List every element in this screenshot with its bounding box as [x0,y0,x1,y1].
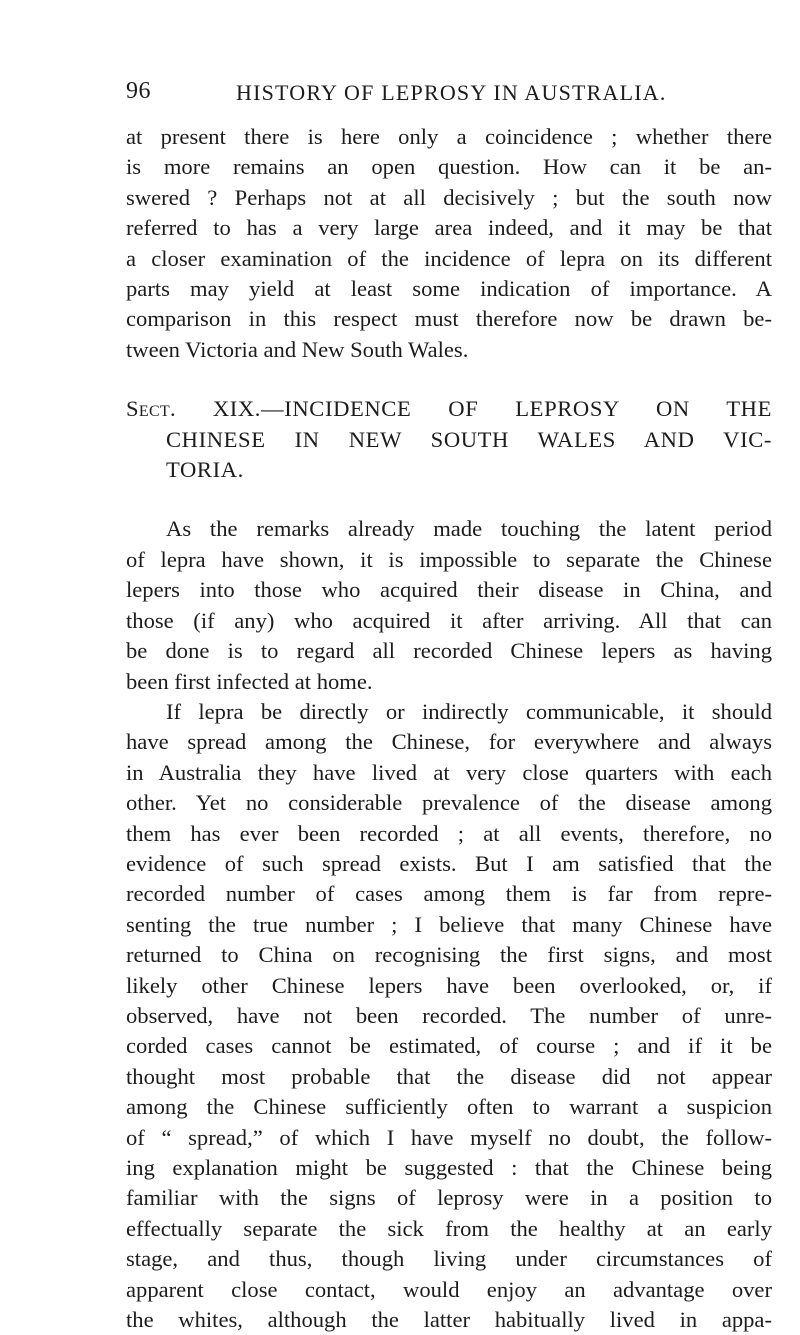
text-line: effectually separate the sick from the healthy at an early [126,1215,772,1241]
text-line: of lepra have shown, it is impossible to separate the Chinese [126,546,772,572]
page-header [0,78,800,112]
text-line: tween Victoria and New South Wales. [126,336,469,362]
text-line: parts may yield at least some indication of importance. A [126,276,772,302]
text-line: returned to China on recognising the first signs, and most [126,942,772,968]
text-line: a closer examination of the incidence of lepra on its different [126,245,772,271]
text-line: familiar with the signs of leprosy were in a position to [126,1185,772,1211]
text-line: swered ? Perhaps not at all decisively ; but the south now [126,184,772,210]
text-line: comparison in this respect must therefore now be drawn be- [126,306,772,332]
text-line: is more remains an open question. How can it be an- [126,154,772,180]
page-number: 96 [126,78,151,104]
text-line: in Australia they have lived at very close quarters with each [126,759,772,785]
text-line: senting the true number ; I believe that many Chinese have [126,911,772,937]
paragraph-1 [126,122,772,365]
paragraph-2 [126,514,772,696]
section-heading [126,394,772,485]
running-head: HISTORY OF LEPROSY IN AUSTRALIA. [236,80,667,105]
text-line: stage, and thus, though living under circumstances of [126,1246,772,1272]
text-line: likely other Chinese lepers have been overlooked, or, if [126,972,772,998]
text-line: thought most probable that the disease did not appear [126,1063,772,1089]
text-line: of “ spread,” of which I have myself no doubt, the follow- [126,1124,772,1150]
body-text [126,122,772,1335]
text-line: be done is to regard all recorded Chinese lepers as having [126,638,772,664]
text-line: referred to has a very large area indeed, and it may be that [126,215,772,241]
text-line: observed, have not been recorded. The number of unre- [126,1002,772,1028]
section-heading-line: TORIA. [166,457,244,483]
text-line: been first infected at home. [126,668,373,694]
text-line: As the remarks already made touching the latent period [166,516,772,542]
text-line: among the Chinese sufficiently often to warrant a suspicion [126,1094,772,1120]
text-line: If lepra be directly or indirectly communicable, it should [166,698,772,724]
section-heading-line: CHINESE IN NEW SOUTH WALES AND VIC- [166,426,772,452]
text-line: other. Yet no considerable prevalence of the disease among [126,790,772,816]
section-label: Sect. [126,396,176,422]
text-line: the whites, although the latter habitually lived in appa- [126,1307,772,1333]
text-line: those (if any) who acquired it after arriving. All that can [126,607,772,633]
section-heading-line: XIX.—INCIDENCE OF LEPROSY ON THE [212,396,772,422]
text-line: apparent close contact, would enjoy an advantage over [126,1276,772,1302]
text-line: evidence of such spread exists. But I am satisfied that the [126,850,772,876]
text-line: recorded number of cases among them is far from repre- [126,881,772,907]
text-line: at present there is here only a coincidence ; whether there [126,124,772,149]
text-line: lepers into those who acquired their disease in China, and [126,577,772,603]
text-line: corded cases cannot be estimated, of course ; and if it be [126,1033,772,1059]
text-line: them has ever been recorded ; at all events, therefore, no [126,820,772,846]
text-line: ing explanation might be suggested : that the Chinese being [126,1155,772,1180]
text-line: have spread among the Chinese, for everywhere and always [126,729,772,755]
paragraph-3 [126,697,772,1335]
